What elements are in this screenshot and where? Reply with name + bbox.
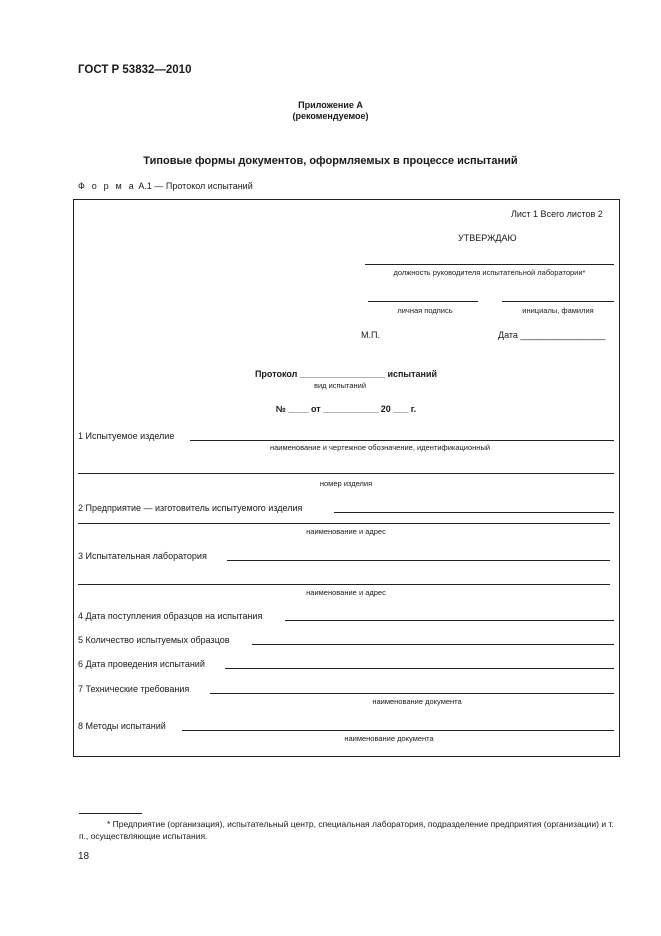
initials-line xyxy=(502,301,614,302)
item-7-label: 7 Технические требования xyxy=(78,684,190,694)
protocol-form-frame xyxy=(73,199,620,757)
stamp-label: М.П. xyxy=(361,330,380,340)
initials-caption: инициалы, фамилия xyxy=(522,306,594,315)
item-3-line-2 xyxy=(78,584,610,585)
item-3-label: 3 Испытательная лаборатория xyxy=(78,551,207,561)
page-number: 18 xyxy=(78,851,90,862)
item-5-line xyxy=(252,644,614,645)
item-4-label: 4 Дата поступления образцов на испытания xyxy=(78,611,263,621)
item-2-line xyxy=(334,512,614,513)
item-3-caption: наименование и адрес xyxy=(306,588,386,597)
protocol-number-line: № ____ от ___________ 20 ___ г. xyxy=(275,404,417,414)
section-title: Типовые формы документов, оформляемых в процессе испытаний xyxy=(143,155,518,167)
head-position-caption: должность руководителя испытательной лаборатории* xyxy=(393,268,586,277)
item-1-label: 1 Испытуемое изделие xyxy=(78,431,175,441)
form-label-number: А.1 xyxy=(138,181,152,191)
item-8-label: 8 Методы испытаний xyxy=(78,721,166,731)
item-6-label: 6 Дата проведения испытаний xyxy=(78,659,205,669)
protocol-line: Протокол _________________ испытаний xyxy=(254,369,438,379)
appendix-note: (рекомендуемое) xyxy=(292,111,369,121)
item-3-line xyxy=(227,560,610,561)
head-position-line xyxy=(365,264,614,265)
signature-caption: личная подпись xyxy=(397,306,453,315)
footnote: * Предприятие (организация), испытательный центр, специальная лаборатория, подразделение предприятия (организации) и т. п., осуществляющие испытания. xyxy=(79,819,614,841)
item-6-line xyxy=(225,668,614,669)
item-7-line xyxy=(210,693,614,694)
appendix-title: Приложение А xyxy=(298,100,363,110)
test-type-caption: вид испытаний xyxy=(313,381,367,390)
footnote-separator xyxy=(79,813,142,814)
date-field: Дата _________________ xyxy=(498,330,606,340)
item-1-line-2 xyxy=(78,473,614,474)
item-4-line xyxy=(285,620,614,621)
form-label-rest: — Протокол испытаний xyxy=(151,181,253,191)
item-2-caption: наименование и адрес xyxy=(306,527,386,536)
form-label xyxy=(78,181,253,191)
form-label-prefix: Ф о р м а xyxy=(78,181,136,191)
item-1-line xyxy=(190,440,614,441)
item-1-caption: наименование и чертежное обозначение, идентификационный xyxy=(269,443,491,452)
approve-label: УТВЕРЖДАЮ xyxy=(458,233,517,243)
item-5-label: 5 Количество испытуемых образцов xyxy=(78,635,230,645)
item-8-line xyxy=(182,730,614,731)
sheet-info: Лист 1 Всего листов 2 xyxy=(511,209,603,219)
signature-line xyxy=(368,301,478,302)
item-2-label: 2 Предприятие — изготовитель испытуемого изделия xyxy=(78,503,303,513)
item-7-caption: наименование документа xyxy=(372,697,462,706)
item-8-caption: наименование документа xyxy=(344,734,434,743)
item-2-line-2 xyxy=(78,523,610,524)
item-1-caption-2: номер изделия xyxy=(319,479,373,488)
standard-header: ГОСТ Р 53832—2010 xyxy=(78,64,192,76)
